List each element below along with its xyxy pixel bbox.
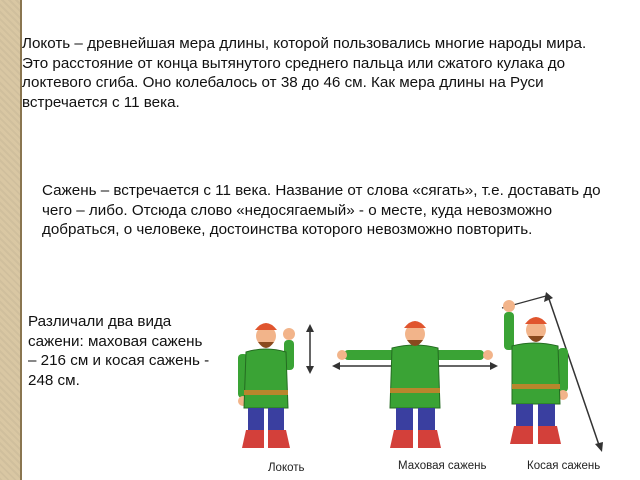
decorative-side-strip	[0, 0, 20, 480]
paragraph-lokot: Локоть – древнейшая мера длины, которой пользовались многие народы мира. Это расстояние от конца вытянутого среднего пальца или сжатого кулака до локтевого сгиба. Оно колебалось от 38 до 46 см. Как мера длины на Руси встречается с 11 века.	[22, 35, 587, 111]
figure-lokot	[224, 312, 324, 458]
caption-lokot: Локоть	[268, 462, 305, 474]
figure-kosaya-sazhen	[496, 288, 608, 458]
paragraph-sazhen-types: Различали два вида сажени: маховая сажень – 216 см и косая сажень - 248 см.	[28, 313, 210, 389]
caption-kosaya-sazhen: Косая сажень	[527, 460, 601, 472]
caption-makhovaya-sazhen: Маховая сажень	[398, 460, 487, 472]
paragraph-sazhen: Сажень – встречается с 11 века. Название от слова «сягать», т.е. доставать до чего – либо. Отсюда слово «недосягаемый» - о месте, куда невозможно добраться, о человеке, достоинства которого невозможно повторить.	[42, 182, 601, 238]
figure-makhovaya-sazhen	[330, 320, 500, 460]
